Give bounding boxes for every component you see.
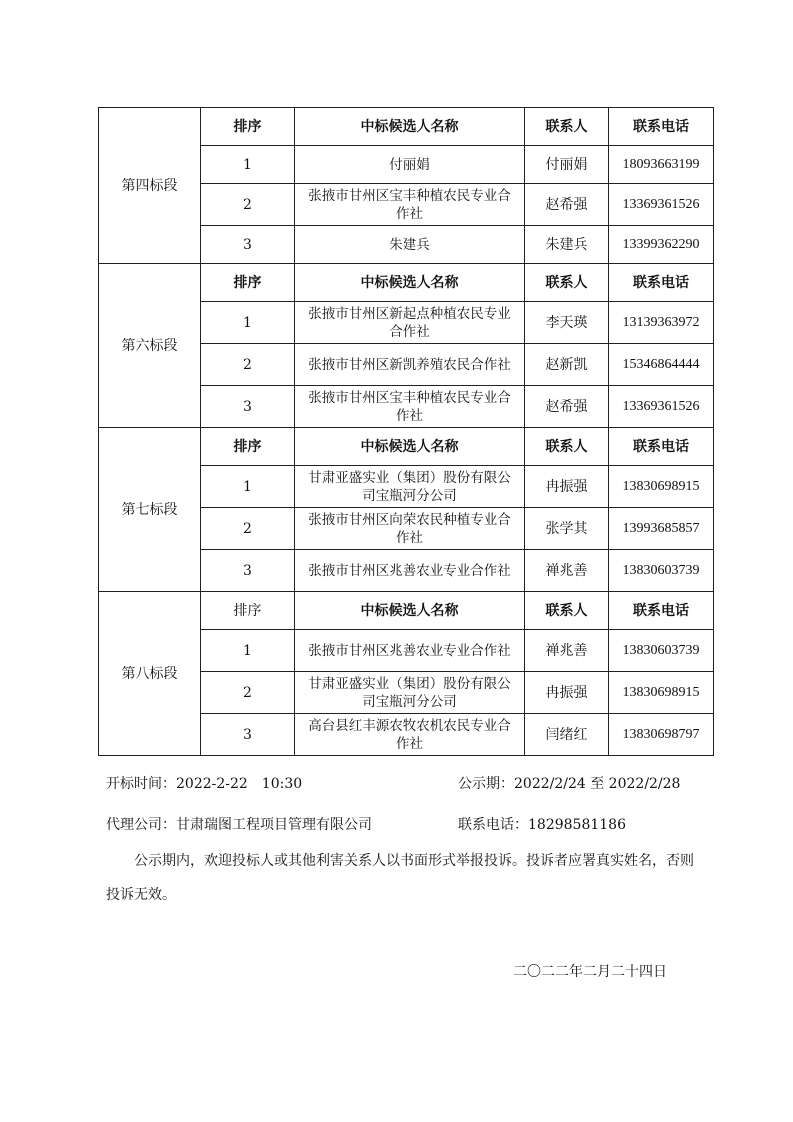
header-candidate: 中标候选人名称 bbox=[295, 264, 525, 302]
section-header-row bbox=[99, 264, 714, 302]
cell-rank: 3 bbox=[201, 386, 295, 428]
header-candidate: 中标候选人名称 bbox=[295, 108, 525, 146]
cell-candidate: 张掖市甘州区向荣农民种植专业合作社 bbox=[295, 508, 525, 550]
header-candidate: 中标候选人名称 bbox=[295, 592, 525, 630]
cell-rank: 3 bbox=[201, 550, 295, 592]
cell-candidate: 张掖市甘州区兆善农业专业合作社 bbox=[295, 630, 525, 672]
header-rank: 排序 bbox=[201, 264, 295, 302]
candidate-table bbox=[98, 107, 714, 756]
cell-rank: 1 bbox=[201, 302, 295, 344]
header-phone: 联系电话 bbox=[609, 428, 714, 466]
cell-phone: 13399362290 bbox=[609, 226, 714, 264]
cell-rank: 1 bbox=[201, 466, 295, 508]
cell-candidate: 甘肃亚盛实业（集团）股份有限公司宝瓶河分公司 bbox=[295, 466, 525, 508]
header-contact: 联系人 bbox=[525, 428, 609, 466]
section-name: 第四标段 bbox=[99, 108, 201, 264]
cell-rank: 3 bbox=[201, 714, 295, 756]
section-header-row bbox=[99, 428, 714, 466]
cell-candidate: 张掖市甘州区新凯养殖农民合作社 bbox=[295, 344, 525, 386]
cell-rank: 2 bbox=[201, 508, 295, 550]
header-contact: 联系人 bbox=[525, 108, 609, 146]
cell-rank: 2 bbox=[201, 672, 295, 714]
cell-candidate: 甘肃亚盛实业（集团）股份有限公司宝瓶河分公司 bbox=[295, 672, 525, 714]
cell-phone: 13369361526 bbox=[609, 184, 714, 226]
cell-phone: 13369361526 bbox=[609, 386, 714, 428]
notice-paragraph: 公示期内，欢迎投标人或其他利害关系人以书面形式举报投诉。投诉者应署真实姓名，否则投诉无效。 bbox=[106, 853, 694, 903]
header-rank: 排序 bbox=[201, 592, 295, 630]
cell-contact: 李天瑛 bbox=[525, 302, 609, 344]
cell-contact: 禅兆善 bbox=[525, 630, 609, 672]
cell-contact: 赵新凯 bbox=[525, 344, 609, 386]
header-phone: 联系电话 bbox=[609, 264, 714, 302]
cell-phone: 13830603739 bbox=[609, 630, 714, 672]
cell-phone: 13830603739 bbox=[609, 550, 714, 592]
document-date: 二〇二二年二月二十四日 bbox=[513, 964, 667, 980]
cell-candidate: 朱建兵 bbox=[295, 226, 525, 264]
header-candidate: 中标候选人名称 bbox=[295, 428, 525, 466]
cell-phone: 13830698915 bbox=[609, 672, 714, 714]
header-contact: 联系人 bbox=[525, 264, 609, 302]
cell-candidate: 付丽娟 bbox=[295, 146, 525, 184]
cell-phone: 13830698915 bbox=[609, 466, 714, 508]
cell-phone: 13830698797 bbox=[609, 714, 714, 756]
cell-candidate: 张掖市甘州区新起点种植农民专业合作社 bbox=[295, 302, 525, 344]
cell-phone: 15346864444 bbox=[609, 344, 714, 386]
cell-contact: 付丽娟 bbox=[525, 146, 609, 184]
cell-contact: 闫绪红 bbox=[525, 714, 609, 756]
cell-candidate: 张掖市甘州区兆善农业专业合作社 bbox=[295, 550, 525, 592]
cell-rank: 1 bbox=[201, 146, 295, 184]
open-time: 开标时间：2022-2-22 10:30 bbox=[106, 776, 303, 792]
cell-contact: 张学其 bbox=[525, 508, 609, 550]
header-rank: 排序 bbox=[201, 108, 295, 146]
cell-rank: 3 bbox=[201, 226, 295, 264]
agency-phone: 联系电话：18298581186 bbox=[458, 817, 626, 833]
section-header-row bbox=[99, 592, 714, 630]
cell-contact: 朱建兵 bbox=[525, 226, 609, 264]
publicity-period: 公示期：2022/2/24 至 2022/2/28 bbox=[458, 776, 681, 792]
section-name: 第七标段 bbox=[99, 428, 201, 592]
cell-contact: 冉振强 bbox=[525, 672, 609, 714]
agency-name: 代理公司：甘肃瑞图工程项目管理有限公司 bbox=[106, 817, 372, 833]
cell-rank: 2 bbox=[201, 344, 295, 386]
header-rank: 排序 bbox=[201, 428, 295, 466]
cell-candidate: 张掖市甘州区宝丰种植农民专业合作社 bbox=[295, 184, 525, 226]
cell-phone: 13139363972 bbox=[609, 302, 714, 344]
header-phone: 联系电话 bbox=[609, 108, 714, 146]
header-contact: 联系人 bbox=[525, 592, 609, 630]
cell-candidate: 张掖市甘州区宝丰种植农民专业合作社 bbox=[295, 386, 525, 428]
cell-contact: 赵希强 bbox=[525, 386, 609, 428]
cell-rank: 2 bbox=[201, 184, 295, 226]
section-name: 第六标段 bbox=[99, 264, 201, 428]
cell-phone: 18093663199 bbox=[609, 146, 714, 184]
cell-candidate: 高台县红丰源农牧农机农民专业合作社 bbox=[295, 714, 525, 756]
section-header-row bbox=[99, 108, 714, 146]
cell-contact: 冉振强 bbox=[525, 466, 609, 508]
cell-contact: 禅兆善 bbox=[525, 550, 609, 592]
cell-contact: 赵希强 bbox=[525, 184, 609, 226]
cell-phone: 13993685857 bbox=[609, 508, 714, 550]
header-phone: 联系电话 bbox=[609, 592, 714, 630]
cell-rank: 1 bbox=[201, 630, 295, 672]
section-name: 第八标段 bbox=[99, 592, 201, 756]
